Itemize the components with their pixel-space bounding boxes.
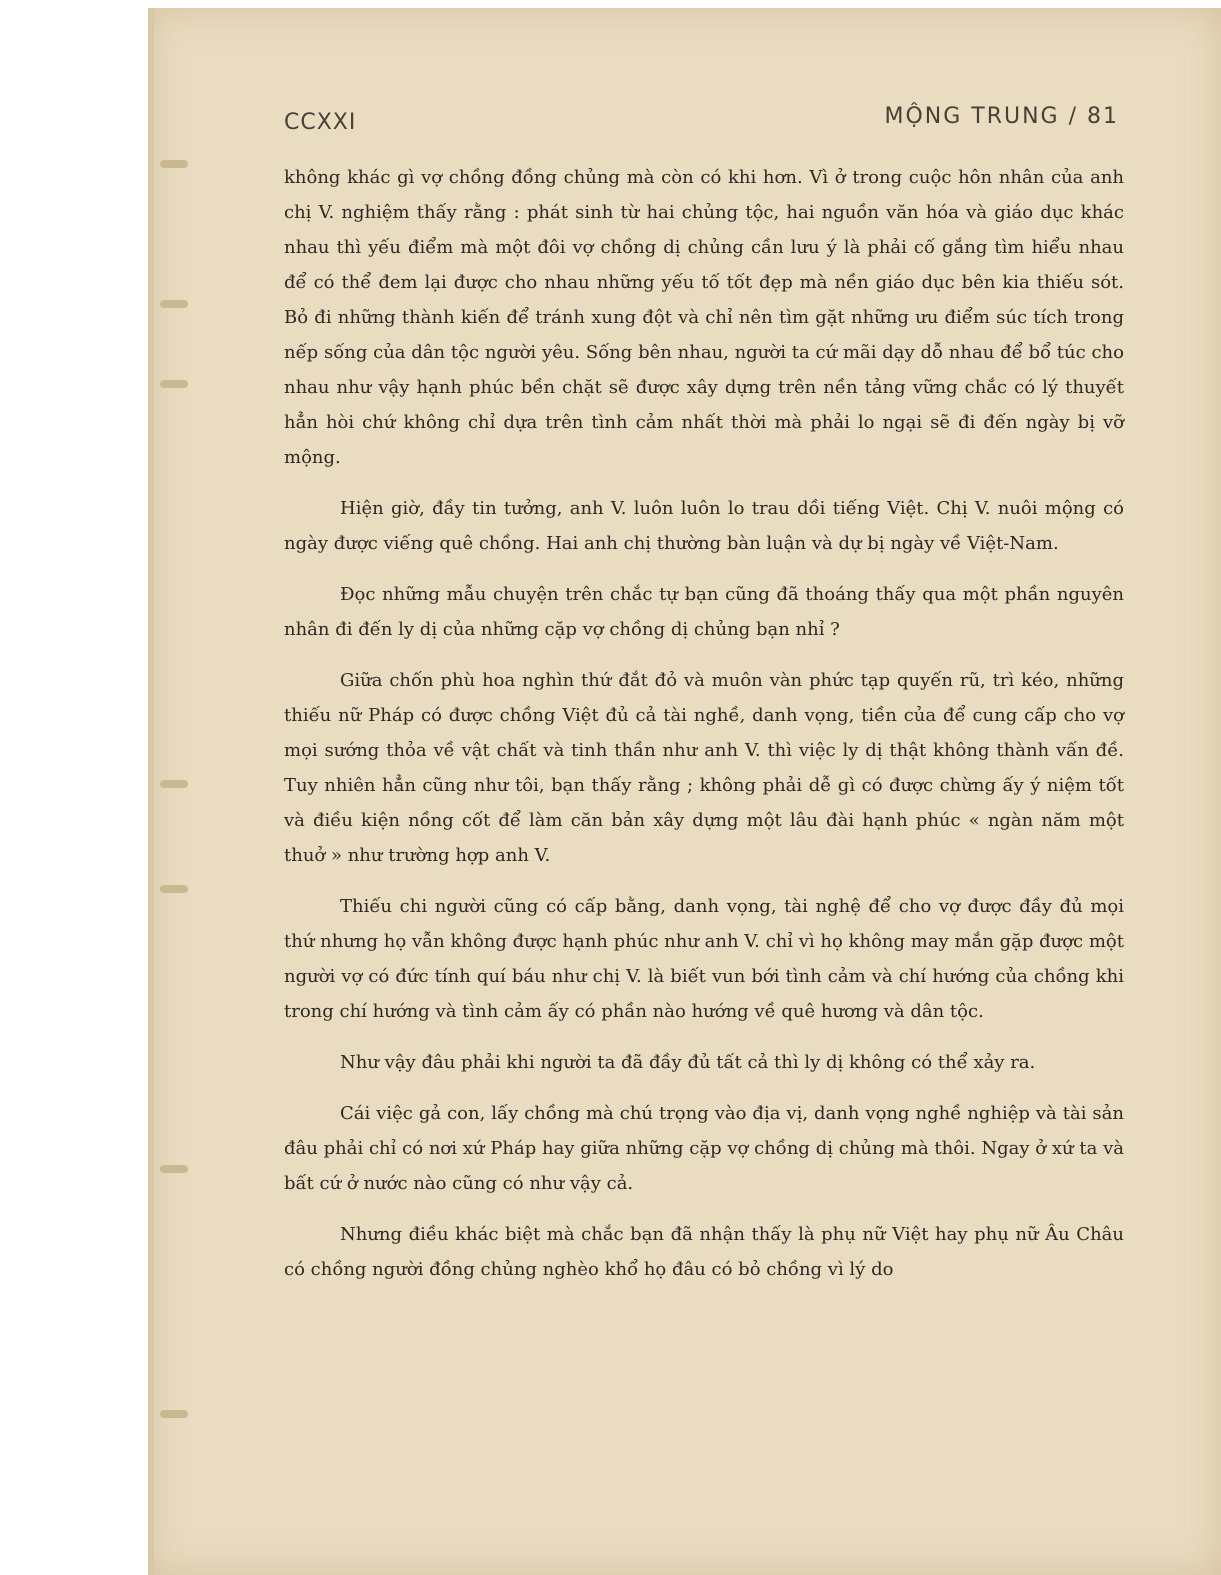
running-header <box>284 100 1119 136</box>
paragraph: Cái việc gả con, lấy chồng mà chú trọng vào địa vị, danh vọng nghề nghiệp và tài sản đâu phải chỉ có nơi xứ Pháp hay giữa những cặp vợ chồng dị chủng mà thôi. Ngay ở xứ ta và bất cứ ở nước nào cũng có như vậy cả. <box>284 1103 1124 1194</box>
binding-mark <box>160 380 188 388</box>
binding-mark <box>160 1410 188 1418</box>
page-body <box>284 160 1124 1303</box>
running-title-page-number: MỘNG TRUNG / 81 <box>884 104 1119 129</box>
binding-mark <box>160 160 188 168</box>
paragraph: Thiếu chi người cũng có cấp bằng, danh vọng, tài nghệ để cho vợ được đầy đủ mọi thứ nhưng họ vẫn không được hạnh phúc như anh V. chỉ vì họ không may mắn gặp được một người vợ có đức tính quí báu như chị V. là biết vun bới tình cảm và chí hướng của chồng khi trong chí hướng và tình cảm ấy có phần nào hướng về quê hương và dân tộc. <box>284 896 1124 1022</box>
page-binding-edge <box>148 8 154 1575</box>
paragraph: Hiện giờ, đầy tin tưởng, anh V. luôn luôn lo trau dồi tiếng Việt. Chị V. nuôi mộng có ngày được viếng quê chồng. Hai anh chị thường bàn luận và dự bị ngày về Việt-Nam. <box>284 498 1124 554</box>
paragraph: không khác gì vợ chồng đồng chủng mà còn có khi hơn. Vì ở trong cuộc hôn nhân của anh chị V. nghiệm thấy rằng : phát sinh từ hai chủng tộc, hai nguồn văn hóa và giáo dục khác nhau thì yếu điểm mà một đôi vợ chồng dị chủng cần lưu ý là phải cố gắng tìm hiểu nhau để có thể đem lại được cho nhau những yếu tố tốt đẹp mà nền giáo dục bên kia thiếu sót. Bỏ đi những thành kiến để tránh xung đột và chỉ nên tìm gặt những ưu điểm súc tích trong nếp sống của dân tộc người yêu. Sống bên nhau, người ta cứ mãi dạy dỗ nhau để bổ túc cho nhau như vậy hạnh phúc bền chặt sẽ được xây dựng trên nền tảng vững chắc có lý thuyết hẳn hòi chứ không chỉ dựa trên tình cảm nhất thời mà phải lo ngại sẽ đi đến ngày bị vỡ mộng. <box>284 167 1124 468</box>
paragraph: Nhưng điều khác biệt mà chắc bạn đã nhận thấy là phụ nữ Việt hay phụ nữ Âu Châu có chồng người đồng chủng nghèo khổ họ đâu có bỏ chồng vì lý do <box>284 1224 1124 1280</box>
binding-mark <box>160 300 188 308</box>
binding-mark <box>160 780 188 788</box>
paragraph: Đọc những mẫu chuyện trên chắc tự bạn cũng đã thoáng thấy qua một phần nguyên nhân đi đến ly dị của những cặp vợ chồng dị chủng bạn nhỉ ? <box>284 584 1124 640</box>
paragraph: Như vậy đâu phải khi người ta đã đầy đủ tất cả thì ly dị không có thể xảy ra. <box>340 1052 1036 1073</box>
paragraph: Giữa chốn phù hoa nghìn thứ đắt đỏ và muôn vàn phức tạp quyến rũ, trì kéo, những thiếu nữ Pháp có được chồng Việt đủ cả tài nghề, danh vọng, tiền của để cung cấp cho vợ mọi sướng thỏa về vật chất và tinh thần như anh V. thì việc ly dị thật không thành vấn đề. Tuy nhiên hẳn cũng như tôi, bạn thấy rằng ; không phải dễ gì có được chừng ấy ý niệm tốt và điều kiện nồng cốt để làm căn bản xây dựng một lâu đài hạnh phúc « ngàn năm một thuở » như trường hợp anh V. <box>284 670 1124 866</box>
binding-mark <box>160 1165 188 1173</box>
binding-mark <box>160 885 188 893</box>
chapter-number: CCXXI <box>284 110 357 135</box>
